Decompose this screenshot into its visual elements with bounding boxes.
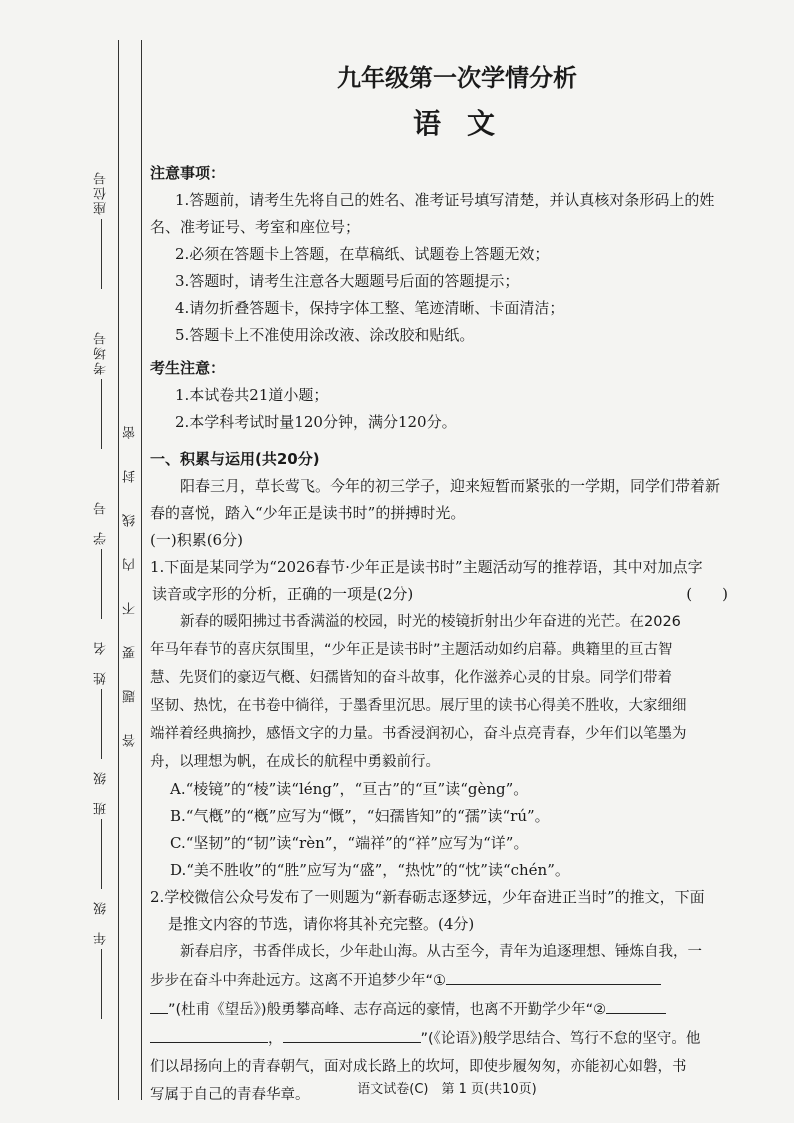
seal-note-char: 不 (123, 602, 138, 615)
student-number-blank (101, 549, 102, 619)
student-number-field (92, 500, 111, 623)
passage-text: ”(杜甫《望岳》)般勇攀高峰、志存高远的豪情，也离不开勤学少年“② (168, 1002, 607, 1018)
notice-item: 5.答题卡上不准使用涂改液、涂改胶和贴纸。 (175, 326, 475, 344)
answer-blank-2[interactable] (606, 995, 666, 1014)
notice-item: 1.答题前，请考生先将自己的姓名、准考证号填写清楚，并认真核对条形码上的姓 (175, 191, 715, 209)
exam-room-field (92, 330, 111, 453)
passage-line: 们以昂扬向上的青春朝气，面对成长路上的坎坷，即使步履匆匆，亦能初心如磐，书 (150, 1059, 687, 1075)
question-2-stem-cont: 是推文内容的节选，请你将其补充完整。(4分) (168, 915, 475, 933)
answer-blank-3[interactable] (283, 1024, 421, 1043)
section-intro-line: 春的喜悦，踏入“少年正是读书时”的拼搏时光。 (150, 504, 466, 522)
seal-note-char: 线 (123, 514, 138, 527)
passage-line: 新春启序，书香伴成长，少年赴山海。从古至今，青年为追逐理想、锤炼自我，一 (180, 944, 702, 960)
seal-note-char: 内 (123, 558, 138, 571)
grade-blank (101, 949, 102, 1019)
seat-number-field (92, 170, 111, 293)
section-intro-line: 阳春三月，草长莺飞。今年的初三学子，迎来短暂而紧张的一学期，同学们带着新 (180, 477, 721, 495)
notice-item: 3.答题时，请考生注意各大题题号后面的答题提示； (175, 272, 520, 290)
seal-note-char: 密 (123, 426, 138, 439)
option-b: B.“气槪”的“槪”应写为“慨”，“妇孺皆知”的“孺”读“rú”。 (170, 807, 550, 825)
binding-line-inner (141, 40, 142, 1100)
question-2-stem: 2.学校微信公众号发布了一则题为“新春砺志逐梦远，少年奋进正当时”的推文，下面 (150, 888, 705, 906)
passage-line: 写属于自己的青春华章。 (150, 1087, 310, 1103)
subject-title: 语文 (412, 107, 521, 140)
seal-note-char: 题 (123, 690, 138, 703)
passage-line: 新春的暖阳拂过书香满溢的校园，时光的棱镜折射出少年奋进的光芒。在2026 (180, 614, 681, 630)
candidate-item: 1.本试卷共21道小题； (175, 386, 329, 404)
grade-field (92, 900, 111, 1023)
passage-line: 慧、先贤们的豪迈气槪、妇孺皆知的奋斗故事，化作滋养心灵的甘泉。同学们带着 (150, 670, 672, 686)
passage-line: 端祥着经典摘抄，感悟文字的力量。书香浸润初心，奋斗点亮青春，少年们以笔墨为 (150, 726, 687, 742)
answer-blank-2-cont[interactable] (150, 1024, 268, 1043)
seat-number-blank (101, 219, 102, 289)
class-field (92, 770, 111, 893)
name-label: 姓 名 (94, 640, 109, 685)
candidate-item: 2.本学科考试时量120分钟，满分120分。 (175, 413, 457, 431)
passage-text: ”(《论语》)般学思结合、笃行不怠的坚守。他 (420, 1031, 701, 1047)
passage-text: ， (268, 1031, 283, 1047)
question-1-stem: 1.下面是某同学为“2026春节·少年正是读书时”主题活动写的推荐语，其中对加点字 (150, 558, 703, 576)
name-blank (101, 689, 102, 759)
notice-item: 4.请勿折叠答题卡，保持字体工整、笔迹清晰、卡面清洁； (175, 299, 565, 317)
question-1-stem-cont (150, 581, 750, 608)
name-field (92, 640, 111, 763)
answer-blank-1-cont[interactable] (150, 995, 168, 1014)
class-blank (101, 819, 102, 889)
option-d: D.“美不胜收”的“胜”应写为“盛”，“热忱”的“忱”读“chén”。 (170, 861, 570, 879)
passage-line: 坚韧、热忱，在书卷中徜徉，于墨香里沉思。展厅里的读书心得美不胜收，大家细细 (150, 698, 687, 714)
exam-title: 九年级第一次学情分析 (337, 63, 577, 92)
passage-line: 舟，以理想为帆，在成长的航程中勇毅前行。 (150, 754, 440, 770)
passage-line (150, 995, 750, 1024)
binding-line-outer (118, 40, 119, 1100)
seal-note-char: 要 (123, 646, 138, 659)
seal-note-char: 答 (123, 734, 138, 747)
page-footer: 语文试卷(C) 第 1 页(共10页) (357, 1082, 537, 1097)
answer-blank-1[interactable] (446, 966, 661, 985)
student-number-label: 学 号 (94, 500, 109, 545)
passage-line: 年马年春节的喜庆氛围里，“少年正是读书时”主题活动如约启幕。典籍里的亘古智 (150, 642, 673, 658)
class-label: 班 级 (94, 770, 109, 815)
grade-label: 年 级 (94, 900, 109, 945)
passage-text: 步步在奋斗中奔赴远方。这离不开追梦少年“① (150, 973, 447, 989)
section-heading: 一、积累与运用(共20分) (150, 450, 320, 468)
seal-note-char: 封 (123, 470, 138, 483)
option-a: A.“棱镜”的“棱”读“léng”，“亘古”的“亘”读“gèng”。 (170, 780, 529, 798)
passage-line (150, 1024, 750, 1053)
answer-paren: ( ) (686, 585, 728, 603)
notice-heading: 注意事项： (150, 164, 226, 182)
question-1-stem-text: 读音或字形的分析，正确的一项是(2分) (152, 585, 414, 603)
notice-item: 2.必须在答题卡上答题，在草稿纸、试题卷上答题无效； (175, 245, 550, 263)
exam-room-blank (101, 379, 102, 449)
option-c: C.“坚韧”的“韧”读“rèn”，“端祥”的“祥”应写为“详”。 (170, 834, 529, 852)
notice-item: 名、准考证号、考室和座位号； (150, 218, 361, 236)
seal-line-note (121, 395, 140, 747)
candidate-heading: 考生注意： (150, 359, 226, 377)
passage-line (150, 966, 750, 995)
exam-room-label: 考场号 (94, 330, 109, 375)
subsection-heading: (一)积累(6分) (150, 531, 243, 549)
exam-content (150, 160, 750, 1109)
binding-strip (0, 0, 145, 1123)
seat-number-label: 座位号 (94, 170, 109, 215)
